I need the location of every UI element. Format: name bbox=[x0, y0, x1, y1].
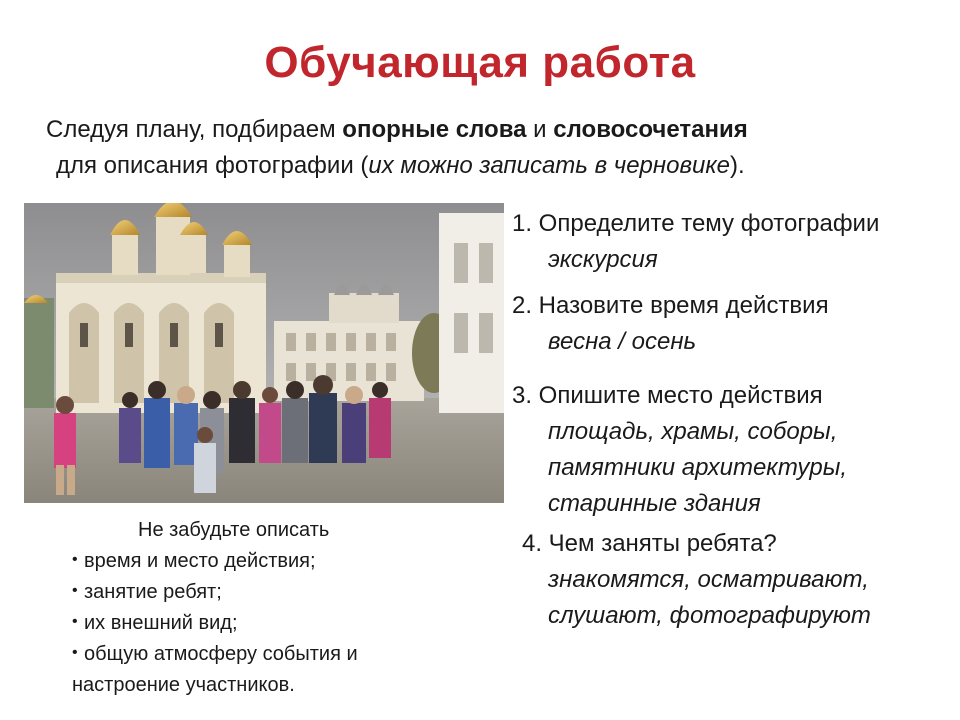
step-answer: весна / осень bbox=[548, 328, 697, 355]
step-answer: экскурсия bbox=[548, 246, 658, 273]
list-item: • общую атмосферу события и bbox=[72, 639, 452, 670]
reminder-list bbox=[72, 546, 452, 670]
intro-part: Следуя плану, подбираем bbox=[46, 116, 343, 143]
plan-step-theme bbox=[512, 206, 879, 278]
intro-part: для описания фотографии ( bbox=[56, 152, 369, 179]
step-answer: площадь, храмы, соборы, bbox=[548, 418, 838, 445]
reminder-box bbox=[72, 515, 452, 701]
intro-text bbox=[46, 112, 748, 184]
step-answer: знакомятся, осматривают, bbox=[548, 566, 869, 593]
step-question: 1. Определите тему фотографии bbox=[512, 210, 880, 237]
intro-part: и bbox=[526, 116, 554, 143]
intro-note: их можно записать в черновике bbox=[368, 152, 730, 179]
step-question: 3. Опишите место действия bbox=[512, 382, 823, 409]
plan-step-time bbox=[512, 288, 829, 360]
step-question: 2. Назовите время действия bbox=[512, 292, 829, 319]
slide-title: Обучающая работа bbox=[264, 38, 696, 87]
intro-phrases: словосочетания bbox=[553, 116, 748, 143]
step-answer: старинные здания bbox=[548, 490, 761, 517]
step-question: 4. Чем заняты ребята? bbox=[522, 530, 777, 557]
plan-step-place bbox=[512, 378, 847, 522]
intro-keywords: опорные слова bbox=[342, 116, 527, 143]
step-answer: слушают, фотографируют bbox=[548, 602, 871, 629]
list-item-continuation: настроение участников. bbox=[72, 674, 295, 696]
list-item: • их внешний вид; bbox=[72, 608, 452, 639]
reminder-heading: Не забудьте описать bbox=[138, 519, 330, 541]
kremlin-excursion-photo bbox=[24, 203, 504, 503]
list-item: • время и место действия; bbox=[72, 546, 452, 577]
intro-part: ). bbox=[730, 152, 745, 179]
step-answer: памятники архитектуры, bbox=[548, 454, 848, 481]
list-item: • занятие ребят; bbox=[72, 577, 452, 608]
plan-step-activity bbox=[522, 526, 871, 634]
